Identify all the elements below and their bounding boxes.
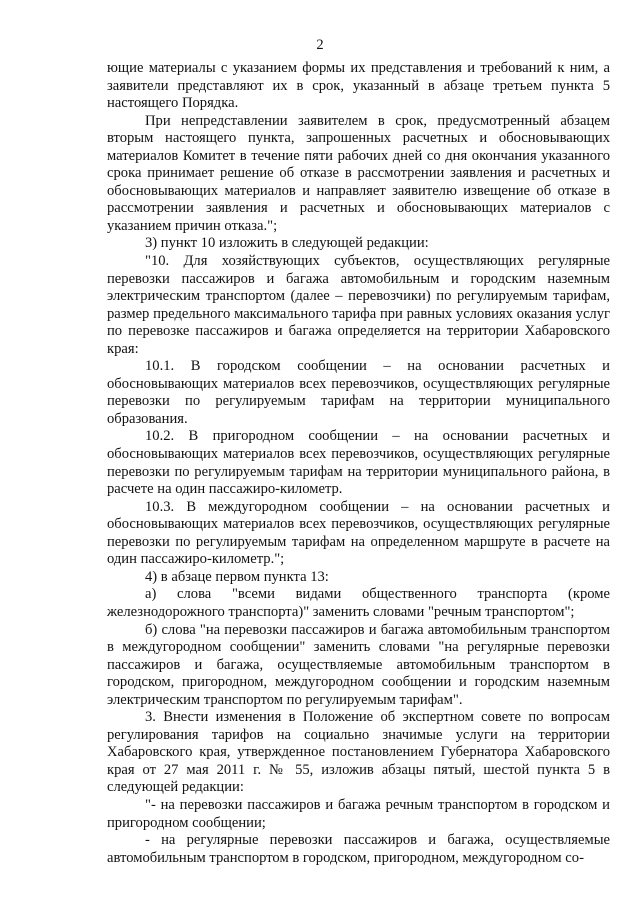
paragraph-item-4: 4) в абзаце первом пункта 13: bbox=[145, 568, 329, 585]
paragraph-continuation: ющие материалы с указанием формы их представления и требований к ним, а заявители представляют их в срок, указанный в абзаце третьем пункта 5 настоящего Порядка. bbox=[107, 60, 610, 112]
paragraph-section-3: 3. Внести изменения в Положение об экспертном совете по вопросам регулирования тарифов на социально значимые услуги на территории Хабаровского края, утвержденное постановлением Губернатора Хабаровского края от 27 мая 2011 г. № 55, изложив абзацы пятый, шестой пункта 5 в следующей редакции: bbox=[107, 709, 610, 796]
paragraph-nonsubmission: При непредставлении заявителем в срок, предусмотренный абзацем вторым настоящего пункта, запрошенных расчетных и обосновывающих материалов Комитет в течение пяти рабочих дней со дня окончания указанного срока принимает решение об отказе в рассмотрении заявления и расчетных и обосновывающих материалов и направляет заявителю извещение об отказе в рассмотрении заявления и расчетных и обосновывающих материалов с указанием причин отказа."; bbox=[107, 112, 610, 234]
paragraph-clause-10-2: 10.2. В пригородном сообщении – на основании расчетных и обосновывающих материалов всех перевозчиков, осуществляющих регулярные перевозки по регулируемым тарифам на территории муниципального района, в расчете на один пассажиро-километр. bbox=[107, 428, 610, 498]
page-number: 2 bbox=[316, 37, 324, 53]
paragraph-dash-regular: - на регулярные перевозки пассажиров и багажа, осуществляемые автомобильным транспортом в городском, пригородном, междугородном со- bbox=[107, 832, 610, 866]
paragraph-subitem-b: б) слова "на перевозки пассажиров и багажа автомобильным транспортом в междугородном сообщении" заменить словами "на регулярные перевозки пассажиров и багажа, осуществляемые автомобильным транспортом в городском, пригородном, междугородном сообщении и городским наземным электрическим транспортом по регулируемым тарифам". bbox=[107, 621, 610, 708]
paragraph-item-3: 3) пункт 10 изложить в следующей редакции: bbox=[145, 235, 429, 252]
paragraph-subitem-a: а) слова "всеми видами общественного транспорта (кроме железнодорожного транспорта)" заменить словами "речным транспортом"; bbox=[107, 586, 610, 620]
paragraph-dash-river: "- на перевозки пассажиров и багажа речным транспортом в городском и пригородном сообщении; bbox=[107, 796, 610, 831]
paragraph-clause-10: "10. Для хозяйствующих субъектов, осуществляющих регулярные перевозки пассажиров и багажа автомобильным и городским наземным электрическим транспортом (далее – перевозчики) по регулируемым тарифам, размер предельного максимального тарифа при равных условиях оказания услуг по перевозке пассажиров и багажа определяется на территории Хабаровского края: bbox=[107, 253, 610, 357]
paragraph-clause-10-1: 10.1. В городском сообщении – на основании расчетных и обосновывающих материалов всех перевозчиков, осуществляющих регулярные перевозки по регулируемым тарифам на территории муниципального образования. bbox=[107, 358, 610, 427]
document-body bbox=[107, 60, 610, 867]
paragraph-clause-10-3: 10.3. В междугородном сообщении – на основании расчетных и обосновывающих материалов всех перевозчиков, осуществляющих регулярные перевозки по регулируемым тарифам на определенном маршруте в расчете на один пассажиро-километр."; bbox=[107, 498, 610, 568]
